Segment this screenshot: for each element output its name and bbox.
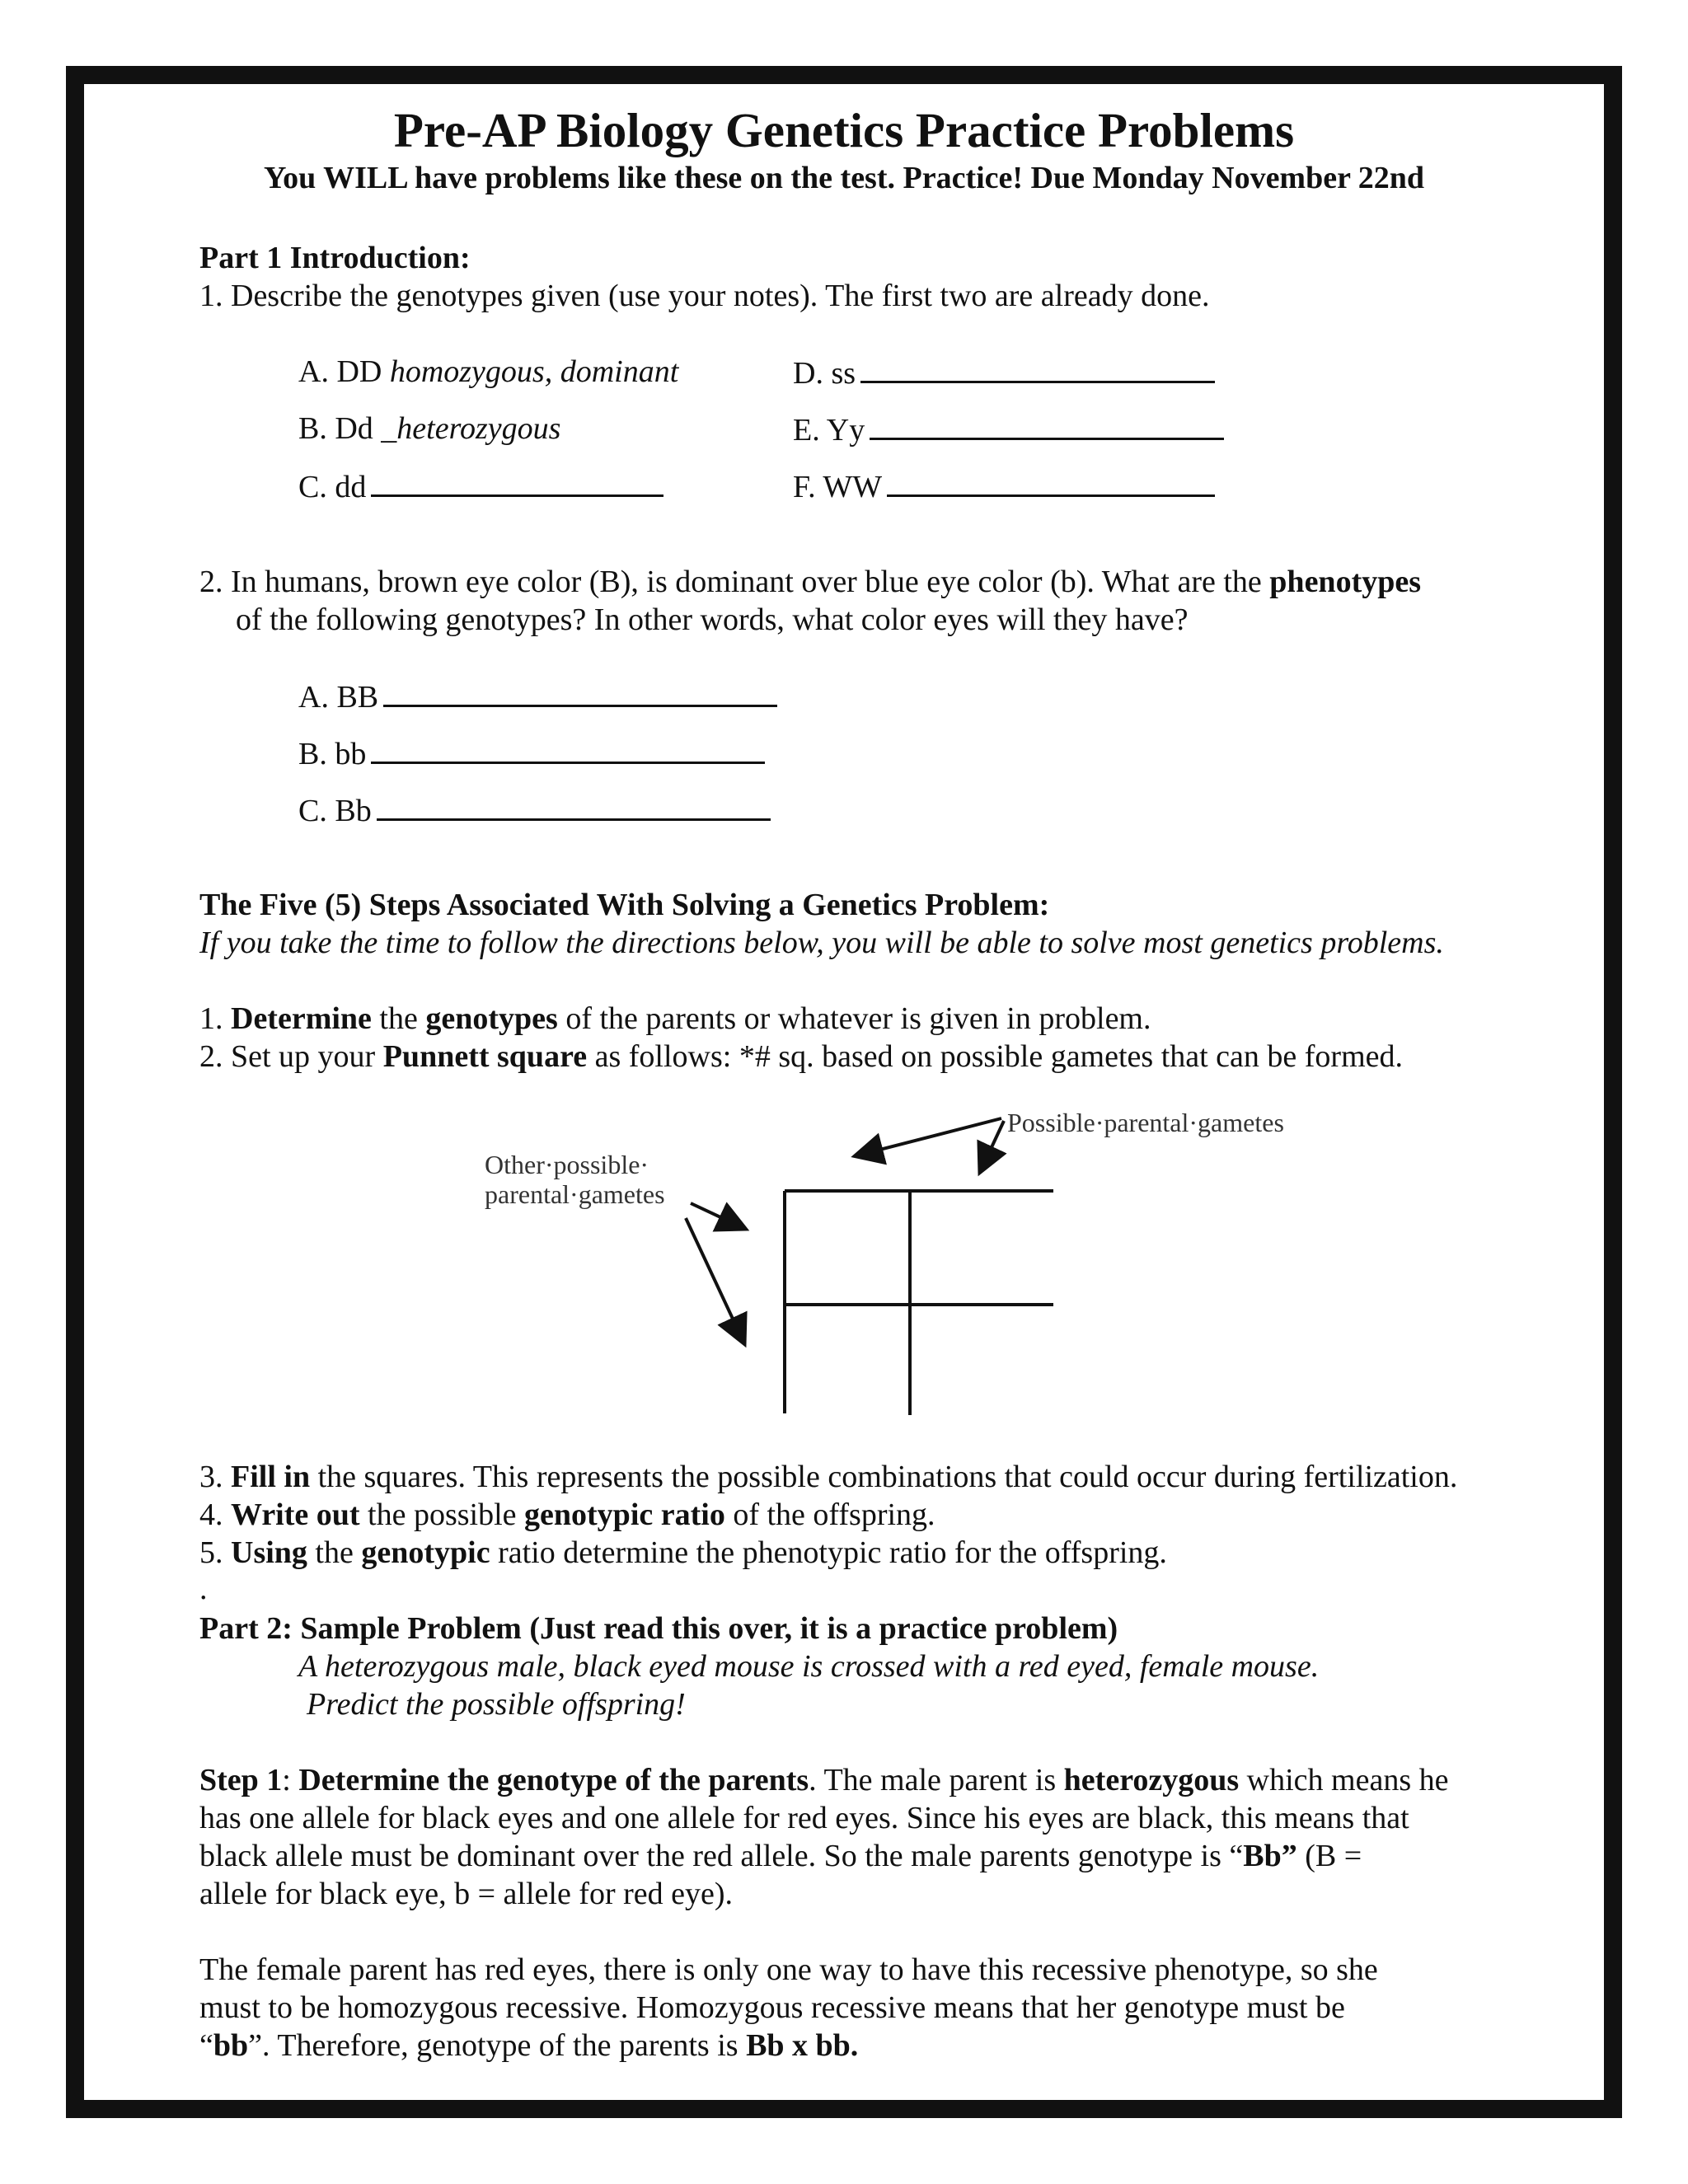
diagram-label-top: Possible·parental·gametes: [1007, 1108, 1284, 1137]
genotype-item-b: B. Dd _heterozygous: [298, 411, 561, 446]
stray-dot: .: [199, 1572, 208, 1606]
genotype-item-c: C. dd: [298, 466, 663, 506]
step-3: 3. Fill in the squares. This represents the possible combinations that could occur during fertilization.: [199, 1460, 1458, 1494]
question-2-line-2: of the following genotypes? In other words, what color eyes will they have?: [236, 602, 1189, 637]
page-title: Pre-AP Biology Genetics Practice Problems: [393, 103, 1295, 157]
step1-paragraph-line-2: has one allele for black eyes and one allele for red eyes. Since his eyes are black, this means that: [199, 1801, 1409, 1835]
phenotype-item-a: A. BB: [298, 677, 777, 716]
step1-paragraph-line-3: black allele must be dominant over the red allele. So the male parents genotype is “Bb” (B =: [199, 1839, 1362, 1873]
steps-heading: The Five (5) Steps Associated With Solving a Genetics Problem:: [199, 888, 1050, 922]
genotype-item-e: E. Yy: [793, 410, 1224, 449]
step-5: 5. Using the genotypic ratio determine the phenotypic ratio for the offspring.: [199, 1535, 1167, 1570]
sample-problem-line-1: A heterozygous male, black eyed mouse is crossed with a red eyed, female mouse.: [298, 1649, 1320, 1684]
genotype-item-f: F. WW: [793, 466, 1215, 506]
part1-heading: Part 1 Introduction:: [199, 241, 471, 275]
female-paragraph-line-2: must to be homozygous recessive. Homozygous recessive means that her genotype must be: [199, 1990, 1345, 2025]
phenotype-item-c: C. Bb: [298, 790, 771, 830]
phenotype-item-b: B. bb: [298, 733, 765, 773]
step1-paragraph-line-4: allele for black eye, b = allele for red eye).: [199, 1877, 734, 1911]
female-paragraph-line-1: The female parent has red eyes, there is only one way to have this recessive phenotype, so she: [199, 1952, 1378, 1987]
question-1: 1. Describe the genotypes given (use your notes). The first two are already done.: [199, 279, 1210, 313]
step1-paragraph-line-1: Step 1: Determine the genotype of the parents. The male parent is heterozygous which means he: [199, 1763, 1449, 1797]
sample-problem-line-2: Predict the possible offspring!: [307, 1687, 686, 1722]
page-subtitle: You WILL have problems like these on the test. Practice! Due Monday November 22nd: [263, 161, 1425, 195]
step-1: 1. Determine the genotypes of the parents or whatever is given in problem.: [199, 1001, 1151, 1036]
female-paragraph-line-3: “bb”. Therefore, genotype of the parents is Bb x bb.: [199, 2028, 859, 2063]
genotype-item-a: A. DD homozygous, dominant: [298, 354, 679, 389]
steps-intro: If you take the time to follow the directions below, you will be able to solve most genetics problems.: [199, 926, 1444, 960]
question-2-line-1: 2. In humans, brown eye color (B), is dominant over blue eye color (b). What are the phenotypes: [199, 565, 1422, 599]
diagram-label-left-2: parental·gametes: [485, 1179, 665, 1209]
part2-heading: Part 2: Sample Problem (Just read this over, it is a practice problem): [199, 1611, 1118, 1646]
genotype-item-d: D. ss: [793, 353, 1215, 392]
step-4: 4. Write out the possible genotypic ratio of the offspring.: [199, 1497, 935, 1532]
diagram-label-left-1: Other·possible·: [485, 1150, 649, 1179]
step-2: 2. Set up your Punnett square as follows: *# sq. based on possible gametes that can be formed.: [199, 1039, 1404, 1074]
